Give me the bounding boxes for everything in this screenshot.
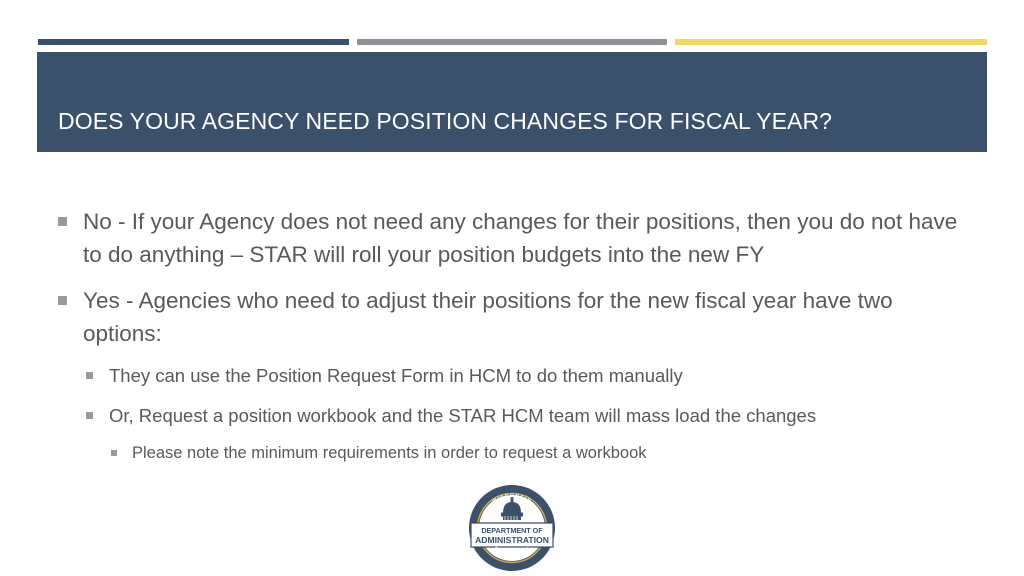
bullet-text: Yes - Agencies who need to adjust their positions for the new fiscal year have two options: xyxy=(83,288,893,346)
bullet-square-icon xyxy=(86,372,93,379)
bullet-text: No - If your Agency does not need any changes for their positions, then you do not have to do anything – STAR will roll your position budgets into the new FY xyxy=(83,209,958,267)
bullet-square-icon xyxy=(111,450,117,456)
logo-line-2: ADMINISTRATION xyxy=(475,535,549,545)
slide-title: DOES YOUR AGENCY NEED POSITION CHANGES FOR FISCAL YEAR? xyxy=(58,108,833,134)
sub-bullet-item-position-request-form xyxy=(86,364,966,388)
sub-sub-bullet-item-minimum-requirements xyxy=(111,442,961,464)
bullet-text: Or, Request a position workbook and the STAR HCM team will mass load the changes xyxy=(109,405,817,426)
accent-stripe-gray xyxy=(357,39,667,45)
department-of-administration-logo xyxy=(467,483,557,573)
bullet-item-yes xyxy=(58,284,958,350)
wisconsin-capitol-seal-icon xyxy=(467,483,557,573)
bullet-text: Please note the minimum requirements in order to request a workbook xyxy=(132,444,647,462)
title-bar xyxy=(37,52,987,152)
bullet-square-icon xyxy=(58,217,67,226)
logo-line-1: DEPARTMENT OF xyxy=(481,526,543,535)
accent-stripe-yellow xyxy=(675,39,987,45)
bullet-text: They can use the Position Request Form in HCM to do them manually xyxy=(109,365,683,386)
logo-top-arc-text: WISCONSIN xyxy=(491,492,533,505)
logo-bottom-arc-text: DOA.WI.GOV xyxy=(492,545,532,558)
bullet-square-icon xyxy=(86,412,93,419)
bullet-square-icon xyxy=(58,296,67,305)
sub-bullet-item-position-workbook xyxy=(86,404,966,428)
bullet-item-no xyxy=(58,205,958,271)
accent-stripe-navy xyxy=(38,39,349,45)
